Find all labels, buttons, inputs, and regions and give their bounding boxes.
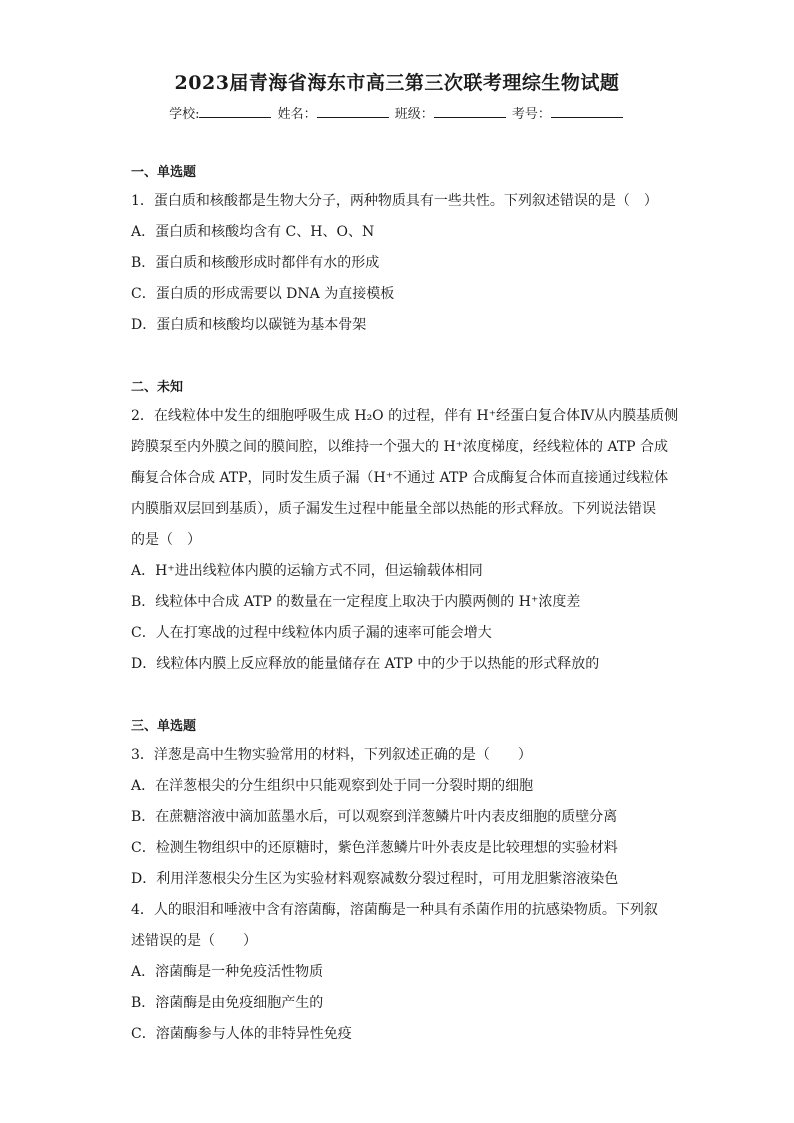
question-line: 酶复合体合成 ATP，同时发生质子漏（H⁺不通过 ATP 合成酶复合体而直接通过线粒体 — [131, 470, 669, 486]
option-line: C．检测生物组织中的还原糖时，紫色洋葱鳞片叶外表皮是比较理想的实验材料 — [131, 840, 618, 856]
school-label: 学校: — [169, 107, 200, 122]
school-blank — [199, 105, 271, 118]
question-line: 1．蛋白质和核酸都是生物大分子，两种物质具有一些共性。下列叙述错误的是（ ） — [131, 193, 658, 209]
option-line: B．在蔗糖溶液中滴加蓝墨水后，可以观察到洋葱鳞片叶内表皮细胞的质壁分离 — [131, 809, 618, 825]
option-line: D．蛋白质和核酸均以碳链为基本骨架 — [131, 317, 367, 333]
option-line: A．在洋葱根尖的分生组织中只能观察到处于同一分裂时期的细胞 — [131, 778, 534, 794]
student-info-row — [0, 103, 794, 122]
exam-title: 2023届青海省海东市高三第三次联考理综生物试题 — [174, 72, 620, 94]
id-label: 考号： — [511, 107, 551, 122]
option-line: C．人在打寒战的过程中线粒体内质子漏的速率可能会增大 — [131, 625, 492, 641]
question-line: 述错误的是（ ） — [131, 933, 257, 949]
option-line: B．线粒体中合成 ATP 的数量在一定程度上取决于内膜两侧的 H⁺浓度差 — [131, 594, 581, 610]
question-line: 2．在线粒体中发生的细胞呼吸生成 H₂O 的过程，伴有 H⁺经蛋白复合体Ⅳ从内膜基质侧 — [131, 408, 679, 424]
option-line: D．线粒体内膜上反应释放的能量储存在 ATP 中的少于以热能的形式释放的 — [131, 656, 600, 672]
question-line: 跨膜泵至内外膜之间的膜间腔，以维持一个强大的 H⁺浓度梯度，经线粒体的 ATP 合成 — [131, 439, 669, 455]
option-line: A．溶菌酶是一种免疫活性物质 — [131, 964, 324, 980]
question-line: 内膜脂双层回到基质），质子漏发生过程中能量全部以热能的形式释放。下列说法错误 — [131, 501, 656, 517]
id-blank — [551, 105, 623, 118]
class-blank — [434, 105, 506, 118]
option-line: D．利用洋葱根尖分生区为实验材料观察减数分裂过程时，可用龙胆紫溶液染色 — [131, 871, 619, 887]
question-line: 4．人的眼泪和唾液中含有溶菌酶，溶菌酶是一种具有杀菌作用的抗感染物质。下列叙 — [131, 902, 658, 918]
option-line: B．蛋白质和核酸形成时都伴有水的形成 — [131, 255, 380, 271]
question-line: 3．洋葱是高中生物实验常用的材料，下列叙述正确的是（ ） — [131, 747, 532, 763]
option-line: A．H⁺进出线粒体内膜的运输方式不同，但运输载体相同 — [131, 563, 483, 579]
option-line: B．溶菌酶是由免疫细胞产生的 — [131, 995, 324, 1011]
question-line: 的是（ ） — [131, 532, 201, 548]
option-line: A．蛋白质和核酸均含有 C、H、O、N — [131, 224, 375, 240]
name-blank — [317, 105, 389, 118]
section-heading: 一、单选题 — [131, 165, 197, 180]
option-line: C．溶菌酶参与人体的非特异性免疫 — [131, 1026, 352, 1042]
class-label: 班级： — [394, 107, 434, 122]
questions-content — [131, 160, 679, 1050]
section-heading: 三、单选题 — [131, 719, 197, 734]
option-line: C．蛋白质的形成需要以 DNA 为直接模板 — [131, 286, 395, 302]
name-label: 姓名： — [277, 107, 317, 122]
section-heading: 二、未知 — [131, 380, 184, 395]
